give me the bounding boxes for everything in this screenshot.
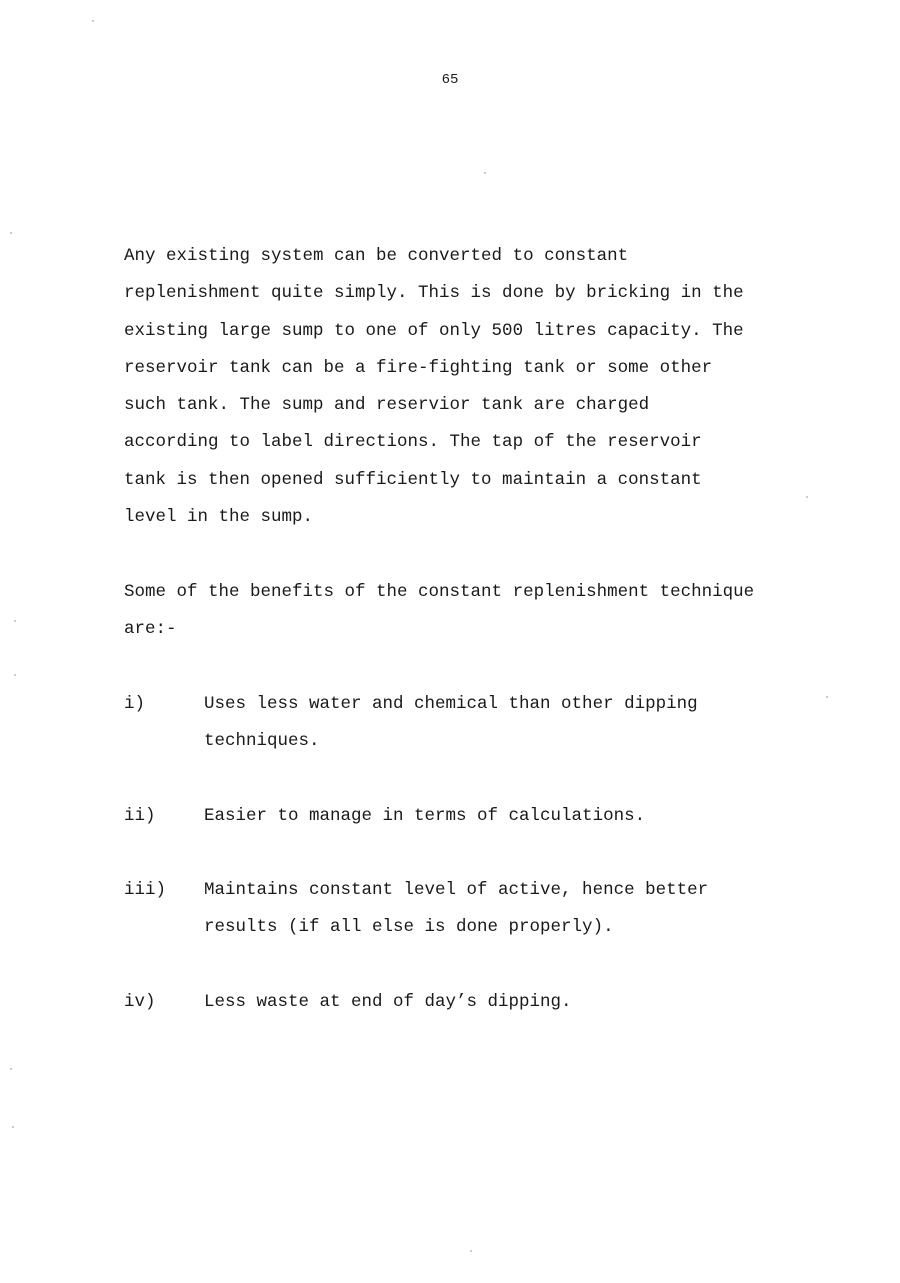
list-item-text [204,872,708,947]
list-item-line: Uses less water and chemical than other dipping [204,694,698,714]
scan-speck [14,674,16,676]
scan-speck [10,1068,12,1070]
list-item-line: Less waste at end of day’s dipping. [204,992,572,1012]
paragraph-benefits-intro [124,574,824,649]
list-marker: iv) [124,992,156,1012]
list-marker: iii) [124,880,167,900]
paragraph-conversion [124,238,824,536]
paragraph-line: Some of the benefits of the constant replenishment technique [124,582,755,602]
scan-speck [10,232,12,234]
list-marker: i) [124,694,146,714]
list-item-text [204,984,572,1021]
list-item-text [204,686,698,761]
list-item-line: results (if all else is done properly). [204,917,614,938]
list-item-text [204,798,645,835]
list-item-line: Maintains constant level of active, hence better [204,880,709,900]
paragraph-line: level in the sump. [124,507,314,528]
scan-speck [12,1126,14,1128]
scan-speck [806,496,808,498]
list-marker: ii) [124,806,156,826]
paragraph-line: tank is then opened sufficiently to maintain a constant [124,469,702,490]
scan-speck [92,20,94,22]
scan-speck [470,1250,472,1252]
list-item-line: techniques. [204,731,320,752]
paragraph-line: existing large sump to one of only 500 litres capacity. The [124,320,744,341]
paragraph-line: are:- [124,619,177,640]
paragraph-line: replenishment quite simply. This is done by bricking in the [124,283,744,304]
scan-speck [484,172,486,174]
page-number: 65 [441,72,459,88]
paragraph-line: reservoir tank can be a fire-fighting tank or some other [124,357,713,378]
list-item-line: Easier to manage in terms of calculations. [204,806,646,826]
paragraph-line: according to label directions. The tap of the reservoir [124,432,702,453]
paragraph-line: Any existing system can be converted to constant [124,246,629,266]
paragraph-line: such tank. The sump and reservior tank are charged [124,395,650,416]
scan-speck [826,696,828,698]
scan-speck [14,620,16,622]
